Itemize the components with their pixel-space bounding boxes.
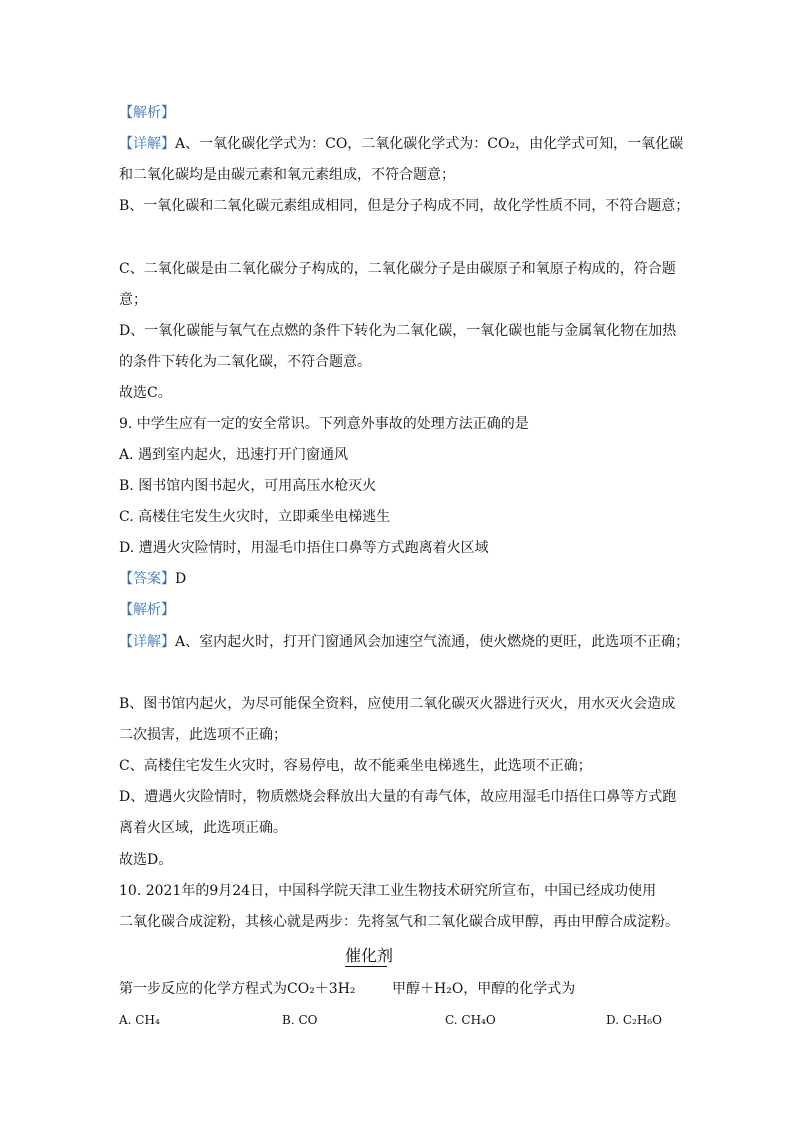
detail-line: D、遭遇火灾险情时，物质燃烧会释放出大量的有毒气体，故应用湿毛巾捂住口鼻等方式跑 [119,789,677,805]
detail-line: D、一氧化碳能与氧气在点燃的条件下转化为二氧化碳，一氧化碳也能与金属氧化物在加热 [119,323,677,339]
detail-line: B、一氧化碳和二氧化碳元素组成相同，但是分子构成不同，故化学性质不同，不符合题意； [119,198,690,214]
question-10-stem: 10. 2021年的9月24日，中国科学院天津工业生物技术研究所宣布，中国已经成功使用 [119,883,657,899]
question-10-stem: 二氧化碳合成淀粉，其核心就是两步：先将氢气和二氧化碳合成甲醇，再由甲醇合成淀粉。 [119,914,679,930]
answer-line: 【答案】D [119,571,187,587]
question-9-stem: 9. 中学生应有一定的安全常识。下列意外事故的处理方法正确的是 [119,416,529,432]
question-9-option-a: A. 遇到室内起火，迅速打开门窗通风 [119,447,349,463]
question-9-option-c: C. 高楼住宅发生火灾时，立即乘坐电梯逃生 [119,509,391,525]
question-9-option-b: B. 图书馆内图书起火，可用高压水枪灭火 [119,478,377,494]
analysis-heading: 【解析】 [119,602,175,618]
detail-line: C、高楼住宅发生火灾时，容易停电，故不能乘坐电梯逃生，此选项不正确； [119,758,592,774]
detail-line: 【详解】A、一氧化碳化学式为：CO，二氧化碳化学式为：CO₂，由化学式可知，一氧化碳 [119,136,684,152]
equation-right: 甲醇＋H₂O，甲醇的化学式为 [392,981,576,997]
question-10-option-a: A. CH₄ [119,1013,160,1027]
detail-line: 的条件下转化为二氧化碳，不符合题意。 [119,354,371,370]
detail-line: 和二氧化碳均是由碳元素和氧元素组成，不符合题意； [119,167,455,183]
detail-line: B、图书馆内起火，为尽可能保全资料，应使用二氧化碳灭火器进行灭火，用水灭火会造成 [119,696,676,712]
detail-line: 意； [119,292,147,308]
question-10-option-c: C. CH₄O [445,1013,496,1027]
question-10-option-b: B. CO [282,1013,318,1027]
detail-line: 【详解】A、室内起火时，打开门窗通风会加速空气流通，使火燃烧的更旺，此选项不正确； [119,634,690,650]
detail-line: 离着火区域，此选项正确。 [119,820,287,836]
detail-line: C、二氧化碳是由二氧化碳分子构成的，二氧化碳分子是由碳原子和氧原子构成的，符合题 [119,261,676,277]
detail-line: 二次损害，此选项不正确； [119,727,287,743]
equation-left: 第一步反应的化学方程式为CO₂＋3H₂ [119,981,356,997]
question-10-option-d: D. C₂H₆O [606,1013,662,1027]
question-9-option-d: D. 遭遇火灾险情时，用湿毛巾捂住口鼻等方式跑离着火区域 [119,540,489,556]
conclusion-line: 故选D。 [119,852,173,868]
conclusion-line: 故选C。 [119,385,172,401]
catalyst-label: 催化剂 [345,946,394,965]
analysis-heading: 【解析】 [119,105,175,121]
reaction-arrow-line [345,966,387,967]
